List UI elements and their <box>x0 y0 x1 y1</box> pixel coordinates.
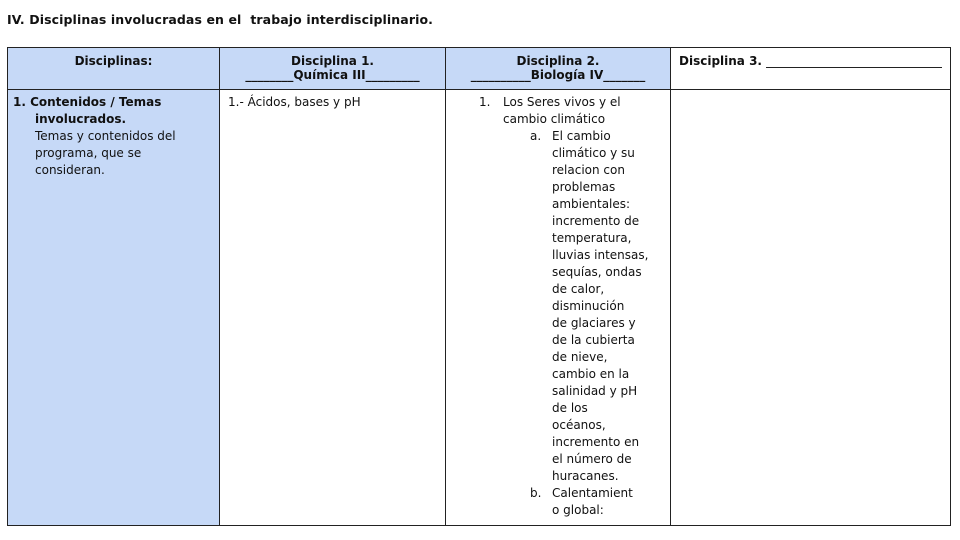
header-disciplina-3 <box>671 48 951 90</box>
sub-item-a <box>446 128 666 485</box>
sub-item-line: problemas <box>552 180 616 194</box>
list-item-line: cambio climático <box>503 112 606 126</box>
header-disciplina-2-title: Disciplina 2. <box>516 54 600 68</box>
disciplina-3-blank <box>766 55 942 68</box>
header-disciplina-3-title: Disciplina 3. <box>679 54 762 68</box>
sub-item-line: cambio en la <box>552 367 630 381</box>
sub-item-line: el número de <box>552 452 632 466</box>
sub-item-line: de glaciares y <box>552 316 636 330</box>
header-disciplina-2-name: Biología IV <box>530 68 604 82</box>
header-disciplina-2 <box>446 48 671 90</box>
sub-item-line: disminución <box>552 299 625 313</box>
sub-item-line: lluvias intensas, <box>552 248 649 262</box>
table-header-row <box>8 48 951 90</box>
header-disciplinas-label: Disciplinas: <box>74 54 153 68</box>
sub-item-line: océanos, <box>552 418 606 432</box>
sub-item-line: salinidad y pH <box>552 384 638 398</box>
row-label-desc-1: Temas y contenidos del <box>35 129 176 143</box>
cell-biologia <box>446 90 671 526</box>
row-label-contenidos <box>8 90 220 526</box>
header-disciplina-1-title: Disciplina 1. <box>291 54 374 68</box>
blank-line: __________ <box>470 68 531 82</box>
header-disciplina-1-name-line <box>220 68 445 82</box>
sub-item-line: Calentamient <box>552 486 633 500</box>
sub-item-line: sequías, ondas <box>552 265 642 279</box>
row-label-title: 1. Contenidos / Temas <box>13 95 162 109</box>
list-item-line: Los Seres vivos y el <box>503 95 621 109</box>
section-title: IV. Disciplinas involucradas en el trabajo interdisciplinario. <box>7 12 434 27</box>
sub-item-line: relacion con <box>552 163 625 177</box>
quimica-content: 1.- Ácidos, bases y pH <box>228 95 361 109</box>
blank-line: _______ <box>603 68 646 82</box>
sub-item-line: de nieve, <box>552 350 608 364</box>
sub-item-line: ambientales: <box>552 197 631 211</box>
sub-item-letter: a. <box>530 129 542 143</box>
sub-item-line: El cambio <box>552 129 611 143</box>
row-label-desc-2: programa, que se <box>35 146 142 160</box>
sub-item-line: de calor, <box>552 282 605 296</box>
cell-disciplina-3 <box>671 90 951 526</box>
cell-quimica <box>220 90 446 526</box>
sub-item-line: de la cubierta <box>552 333 635 347</box>
sub-item-line: huracanes. <box>552 469 619 483</box>
header-disciplina-1-name: Química III <box>293 68 366 82</box>
header-disciplina-2-name-line <box>446 68 670 82</box>
sub-item-b <box>446 485 666 519</box>
sub-item-line: de los <box>552 401 588 415</box>
header-disciplinas <box>8 48 220 90</box>
sub-item-line: incremento en <box>552 435 640 449</box>
sub-item-line: incremento de <box>552 214 640 228</box>
sub-item-letter: b. <box>530 486 542 500</box>
row-label-title-2: involucrados. <box>35 112 127 126</box>
list-item <box>446 94 666 128</box>
disciplines-table <box>7 47 951 526</box>
row-label-desc-3: consideran. <box>35 163 105 177</box>
blank-line: _________ <box>365 68 420 82</box>
list-item-number: 1. <box>479 95 491 109</box>
sub-item-line: temperatura, <box>552 231 632 245</box>
row-contenidos <box>8 90 951 526</box>
blank-line: ________ <box>245 68 294 82</box>
sub-item-line: o global: <box>552 503 604 517</box>
sub-item-line: climático y su <box>552 146 635 160</box>
header-disciplina-1 <box>220 48 446 90</box>
